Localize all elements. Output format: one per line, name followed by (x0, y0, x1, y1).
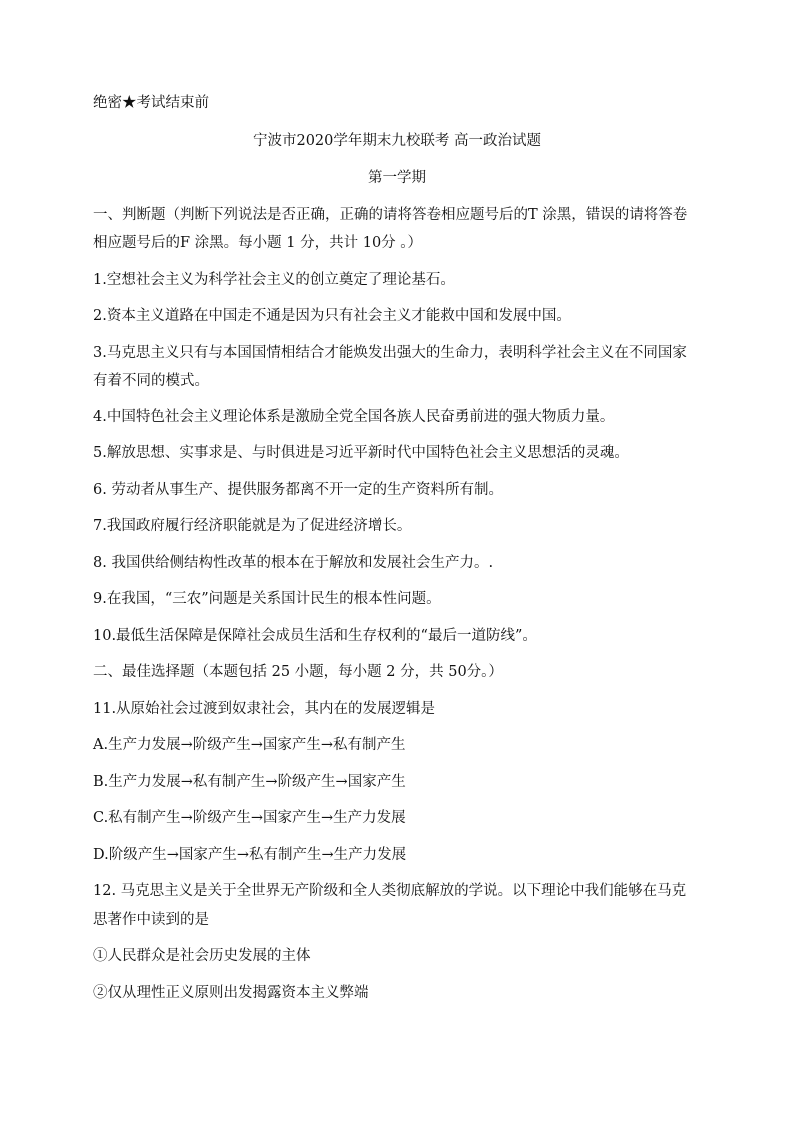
section2-heading: 二、最佳选择题（本题包括 25 小题，每小题 2 分，共 50分。） (93, 664, 503, 680)
question-11-option-a: A.生产力发展→阶级产生→国家产生→私有制产生 (93, 737, 406, 753)
question-5: 5.解放思想、实事求是、与时俱进是习近平新时代中国特色社会主义思想活的灵魂。 (93, 445, 629, 461)
question-12-choice-1: ①人民群众是社会历史发展的主体 (93, 948, 311, 964)
question-7: 7.我国政府履行经济职能就是为了促进经济增长。 (93, 518, 412, 534)
question-10: 10.最低生活保障是保障社会成员生活和生存权利的“最后一道防线”。 (93, 628, 537, 644)
question-11-stem: 11.从原始社会过渡到奴隶社会，其内在的发展逻辑是 (93, 701, 436, 717)
question-11-option-b: B.生产力发展→私有制产生→阶级产生→国家产生 (93, 774, 406, 790)
confidential-note: 绝密★考试结束前 (93, 95, 209, 111)
question-9: 9.在我国，“三农”问题是关系国计民生的根本性问题。 (93, 591, 441, 607)
section1-heading-cont: 相应题号后的F 涂黑。每小题 1 分，共计 10分 。） (93, 235, 423, 251)
question-12-stem-cont: 思著作中读到的是 (93, 912, 209, 928)
question-1: 1.空想社会主义为科学社会主义的创立奠定了理论基石。 (93, 272, 455, 288)
question-12-stem: 12. 马克思主义是关于全世界无产阶级和全人类彻底解放的学说。以下理论中我们能够在马克 (93, 883, 687, 899)
question-3-cont: 有着不同的模式。 (93, 373, 209, 389)
question-11-option-c: C.私有制产生→阶级产生→国家产生→生产力发展 (93, 810, 406, 826)
question-8: 8. 我国供给侧结构性改革的根本在于解放和发展社会生产力。. (93, 555, 494, 571)
section1-heading: 一、判断题（判断下列说法是否正确，正确的请将答卷相应题号后的T 涂黑，错误的请将答卷 (93, 207, 688, 223)
question-3: 3.马克思主义只有与本国国情相结合才能焕发出强大的生命力，表明科学社会主义在不同国家 (93, 345, 687, 361)
question-2: 2.资本主义道路在中国走不通是因为只有社会主义才能救中国和发展中国。 (93, 308, 571, 324)
question-12-choice-2: ②仅从理性正义原则出发揭露资本主义弊端 (93, 985, 369, 1001)
question-4: 4.中国特色社会主义理论体系是激励全党全国各族人民奋勇前进的强大物质力量。 (93, 409, 615, 425)
semester-label: 第一学期 (368, 170, 426, 186)
exam-title: 宁波市2020学年期末九校联考 高一政治试题 (252, 133, 541, 149)
question-11-option-d: D.阶级产生→国家产生→私有制产生→生产力发展 (93, 847, 407, 863)
question-6: 6. 劳动者从事生产、提供服务都离不开一定的生产资料所有制。 (93, 482, 503, 498)
